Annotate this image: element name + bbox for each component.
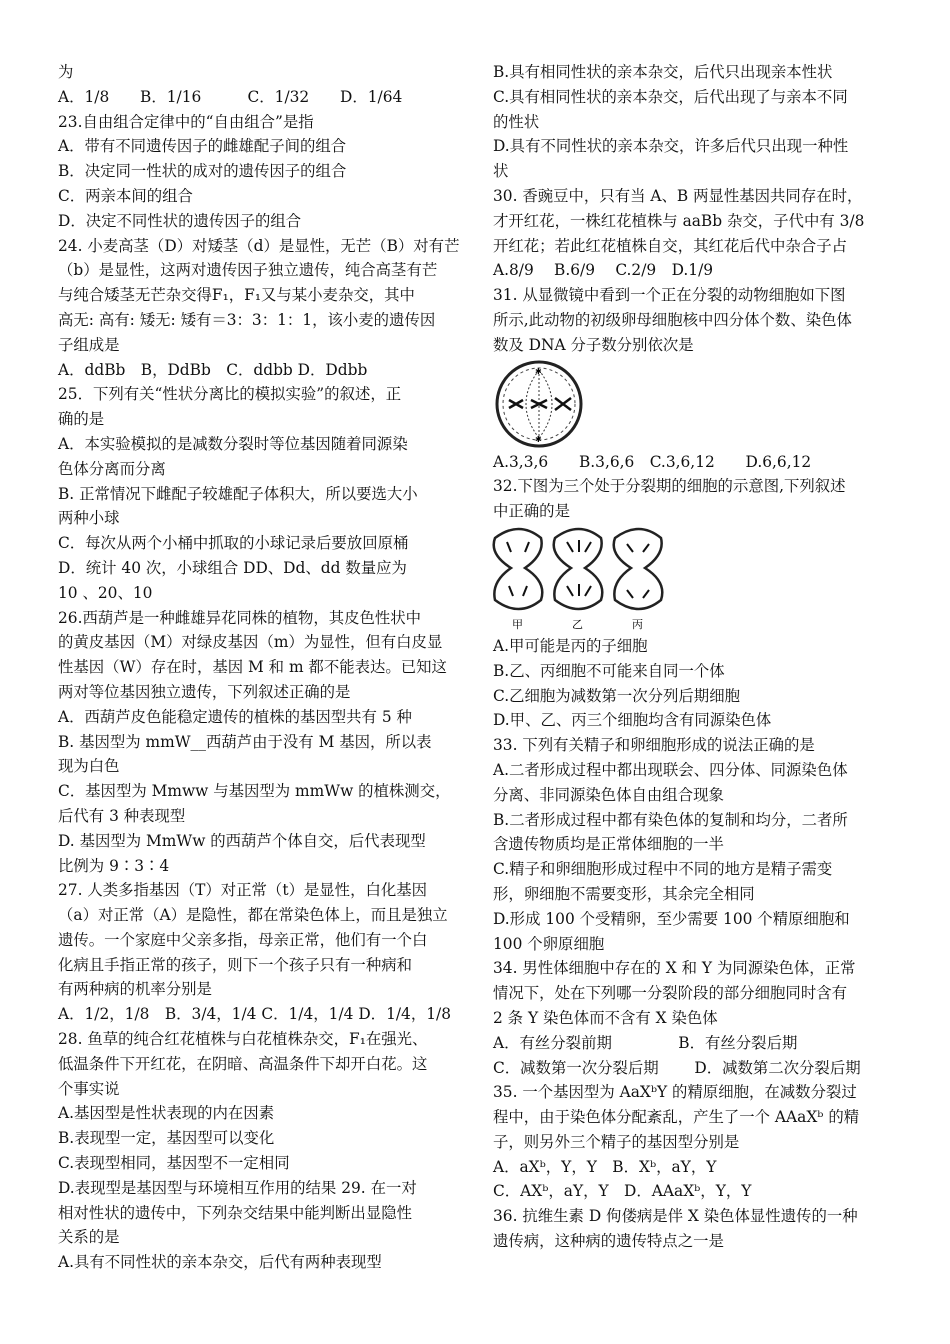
text-line: C.乙细胞为减数第一次分列后期细胞: [493, 686, 740, 705]
text-line: 33. 下列有关精子和卵细胞形成的说法正确的是: [493, 736, 815, 755]
text-line: 24. 小麦高茎（D）对矮茎（d）是显性，无芒（B）对有芒: [58, 236, 460, 255]
text-line: 关系的是: [58, 1228, 120, 1247]
text-line: 高无: 高有: 矮无: 矮有＝3：3：1：1，该小麦的遗传因: [58, 310, 436, 329]
text-line: 含遗传物质均是正常体细胞的一半: [493, 835, 724, 854]
text-line: 遗传病，这种病的遗传特点之一是: [493, 1232, 724, 1251]
text-line: C．两亲本间的组合: [58, 186, 193, 205]
text-line: 才开红花，一株红花植株与 aaBb 杂交，子代中有 3/8: [493, 211, 865, 230]
text-line: D．决定不同性状的遗传因子的组合: [58, 211, 302, 230]
text-line: 比例为 9∶3∶4: [58, 856, 170, 875]
cell-jia: [494, 529, 543, 609]
text-line: 确的是: [58, 410, 105, 429]
cell-label-yi: 乙: [572, 617, 583, 631]
text-line: 30. 香豌豆中，只有当 A、B 两显性基因共同存在时，: [493, 186, 863, 205]
text-line: A．带有不同遗传因子的雌雄配子间的组合: [58, 137, 347, 156]
text-line: 的黄皮基因（M）对绿皮基因（m）为显性，但有白皮显: [58, 633, 443, 652]
text-line: A.3,3,6 B.3,6,6 C.3,6,12 D.6,6,12: [493, 452, 812, 471]
text-line: 两对等位基因独立遗传，下列叙述正确的是: [58, 682, 351, 701]
text-line: 个事实说: [58, 1079, 120, 1098]
text-line: C.表现型相同，基因型不一定相同: [58, 1154, 290, 1173]
text-line: C．AXᵇ，aY，Y D．AAaXᵇ，Y，Y: [493, 1182, 752, 1201]
text-line: 有两种病的机率分别是: [58, 980, 212, 999]
text-line: 状: [493, 162, 509, 181]
text-line: 情况下，处在下列哪一分裂阶段的部分细胞同时含有: [493, 984, 847, 1003]
text-line: C.精子和卵细胞形成过程中不同的地方是精子需变: [493, 860, 833, 879]
text-line: 36. 抗维生素 D 佝偻病是伴 X 染色体显性遗传的一种: [493, 1207, 858, 1226]
text-line: 32.下图为三个处于分裂期的细胞的示意图,下列叙述: [493, 477, 846, 496]
text-line: D. 基因型为 MmWw 的西葫芦个体自交，后代表现型: [58, 831, 426, 850]
text-line: A．aXᵇ，Y，Y B．Xᵇ，aY，Y: [493, 1157, 717, 1176]
text-line: A．本实验模拟的是减数分裂时等位基因随着同源染: [58, 434, 408, 453]
text-line: C．减数第一次分裂后期 D．减数第二次分裂后期: [493, 1058, 861, 1077]
text-line: D.表现型是基因型与环境相互作用的结果 29. 在一对: [58, 1178, 417, 1197]
text-line: 遗传。一个家庭中父亲多指，母亲正常，他们有一个白: [58, 930, 428, 949]
left-column: [58, 60, 460, 1275]
text-line: 低温条件下开红花，在阴暗、高温条件下却开白花。这: [58, 1054, 428, 1073]
text-line: 后代有 3 种表现型: [58, 806, 186, 825]
text-line: （a）对正常（A）是隐性，都在常染色体上，而且是独立: [58, 906, 448, 925]
text-line: 25．下列有关“性状分离比的模拟实验”的叙述，正: [58, 385, 402, 404]
text-line: B.二者形成过程中都有染色体的复制和均分，二者所: [493, 810, 848, 829]
text-line: 23.自由组合定律中的“自由组合”是指: [58, 112, 314, 131]
text-line: 34. 男性体细胞中存在的 X 和 Y 为同源染色体，正常: [493, 959, 856, 978]
text-line: B.具有相同性状的亲本杂交，后代只出现亲本性状: [493, 63, 833, 81]
text-line: B.表现型一定，基因型可以变化: [58, 1129, 275, 1148]
dividing-cell-figure: [493, 358, 593, 450]
text-line: 为: [58, 63, 74, 81]
text-line: 与纯合矮茎无芒杂交得F₁，F₁又与某小麦杂交，其中: [58, 286, 415, 305]
text-line: 2 条 Y 染色体而不含有 X 染色体: [493, 1008, 718, 1027]
text-line: 100 个卵原细胞: [493, 934, 605, 953]
text-line: C．每次从两个小桶中抓取的小球记录后要放回原桶: [58, 534, 409, 553]
text-line: 27. 人类多指基因（T）对正常（t）是显性，白化基因: [58, 881, 428, 900]
text-line: D．统计 40 次，小球组合 DD、Dd、dd 数量应为: [58, 558, 407, 577]
text-line: 现为白色: [58, 757, 120, 776]
text-line: 中正确的是: [493, 502, 570, 521]
text-line: C．基因型为 Mmww 与基因型为 mmWw 的植株测交，: [58, 782, 451, 801]
text-line: 10 、20、10: [58, 583, 153, 602]
text-line: B.乙、丙细胞不可能来自同一个体: [493, 661, 725, 680]
text-line: 相对性状的遗传中，下列杂交结果中能判断出显隐性: [58, 1203, 412, 1222]
text-line: B. 正常情况下雌配子较雄配子体积大，所以要选大小: [58, 484, 418, 503]
text-line: B．决定同一性状的成对的遗传因子的组合: [58, 162, 347, 181]
text-line: 26.西葫芦是一种雌雄异花同株的植物，其皮色性状中: [58, 608, 422, 627]
text-line: 子，则另外三个精子的基因型分别是: [493, 1132, 740, 1151]
text-line: A．ddBb B，DdBb C．ddbb D．Ddbb: [58, 360, 368, 379]
text-line: A.8/9 B.6/9 C.2/9 D.1/9: [493, 261, 714, 280]
text-line: 性基因（W）存在时，基因 M 和 m 都不能表达。已知这: [58, 658, 447, 677]
svg-text:✱: ✱: [535, 434, 542, 444]
text-line: A.基因型是性状表现的内在因素: [58, 1104, 275, 1123]
text-line: 化病且手指正常的孩子，则下一个孩子只有一种病和: [58, 955, 412, 974]
text-line: 分离、非同源染色体自由组合现象: [493, 785, 724, 804]
text-line: D.甲、乙、丙三个细胞均含有同源染色体: [493, 711, 772, 730]
text-line: 31. 从显微镜中看到一个正在分裂的动物细胞如下图: [493, 286, 846, 305]
cell-bing: [614, 529, 663, 609]
text-line: 35. 一个基因型为 AaXᵇY 的精原细胞，在减数分裂过: [493, 1083, 857, 1102]
cell-label-bing: 丙: [632, 617, 643, 631]
cell-label-jia: 甲: [512, 617, 523, 631]
text-line: A．1/2，1/8 B．3/4，1/4 C．1/4，1/4 D．1/4，1/8: [58, 1005, 451, 1024]
text-line: A.二者形成过程中都出现联会、四分体、同源染色体: [493, 760, 848, 779]
three-cells-figure: [489, 524, 669, 634]
text-line: A．有丝分裂前期 B．有丝分裂后期: [493, 1033, 798, 1052]
text-line: 程中，由于染色体分配紊乱，产生了一个 AAaXᵇ 的精: [493, 1108, 860, 1127]
text-line: C.具有相同性状的亲本杂交，后代出现了与亲本不同: [493, 87, 848, 106]
text-line: A．1/8 B．1/16 C．1/32 D．1/64: [58, 87, 403, 106]
text-line: 开红花；若此红花植株自交，其红花后代中杂合子占: [493, 236, 847, 255]
text-line: D.形成 100 个受精卵，至少需要 100 个精原细胞和: [493, 909, 850, 928]
svg-text:✱: ✱: [535, 366, 542, 376]
text-line: 形，卵细胞不需要变形，其余完全相同: [493, 884, 755, 903]
text-line: B. 基因型为 mmW__西葫芦由于没有 M 基因，所以表: [58, 732, 432, 751]
text-line: A.具有不同性状的亲本杂交，后代有两种表现型: [58, 1253, 382, 1272]
text-line: 所示,此动物的初级卵母细胞核中四分体个数、染色体: [493, 310, 852, 329]
text-line: D.具有不同性状的亲本杂交，许多后代只出现一种性: [493, 137, 849, 156]
text-line: 28. 鱼草的纯合红花植株与白花植株杂交，F₁在强光、: [58, 1030, 428, 1049]
text-line: A．西葫芦皮色能稳定遗传的植株的基因型共有 5 种: [58, 707, 412, 726]
text-line: 两种小球: [58, 509, 120, 528]
right-column: [493, 60, 893, 1254]
text-line: A.甲可能是丙的子细胞: [493, 636, 648, 655]
text-line: 色体分离而分离: [58, 459, 166, 478]
text-line: 子组成是: [58, 335, 120, 354]
text-line: 数及 DNA 分子数分别依次是: [493, 335, 694, 354]
text-line: 的性状: [493, 112, 540, 131]
text-line: （b）是显性，这两对遗传因子独立遗传，纯合高茎有芒: [58, 261, 438, 280]
